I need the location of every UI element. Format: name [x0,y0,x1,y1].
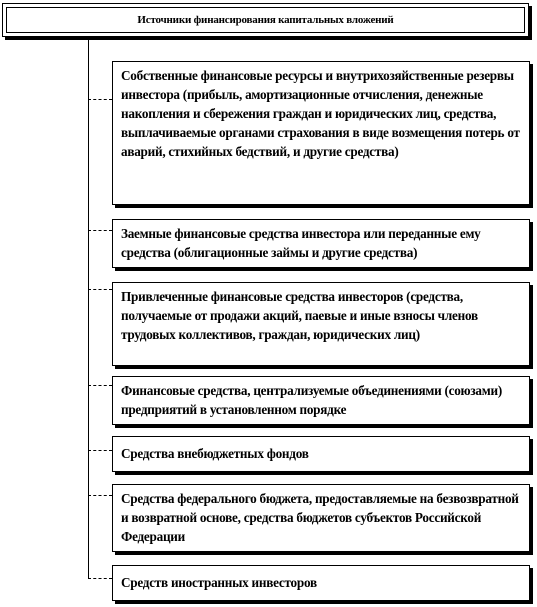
connector-trunk-line [88,40,89,578]
source-box-attracted-funds-text: Привлеченные финансовые средства инвесторов (средства, получаемые от продажи акций, паевые и иные взносы членов трудовых коллективов, граждан, юридических лиц) [121,289,478,342]
diagram-title-inner-frame [6,7,525,33]
source-box-extrabudgetary-funds [112,436,530,472]
source-box-borrowed-funds [112,219,530,268]
connector-branch-2 [88,230,112,231]
diagram-title-box [2,3,529,37]
connector-branch-6 [88,495,112,496]
source-box-centralized-funds [112,376,530,425]
source-box-own-resources [112,61,530,205]
connector-branch-1 [88,99,112,100]
source-box-borrowed-funds-text: Заемные финансовые средства инвестора или переданные ему средства (облигационные займы и другие средства) [121,226,481,260]
source-box-federal-budget [112,484,530,552]
source-box-own-resources-text: Собственные финансовые ресурсы и внутрихозяйственные резервы инвестора (прибыль, амортизационные отчисления, денежные накопления и сбережения граждан и юридических лиц, средства, выплачиваемые органами страхования в виде возмещения потерь от аварий, стихийных бедствий, и другие средства) [121,68,520,159]
source-box-centralized-funds-text: Финансовые средства, централизуемые объединениями (союзами) предприятий в установленном порядке [121,383,502,417]
source-box-attracted-funds [112,282,530,366]
connector-branch-5 [88,450,112,451]
source-box-foreign-investors [112,565,530,601]
connector-branch-3 [88,289,112,290]
connector-branch-4 [88,385,112,386]
source-box-foreign-investors-text: Средств иностранных инвесторов [121,575,317,590]
diagram-title: Источники финансирования капитальных вложений [137,14,394,26]
connector-branch-7 [88,578,112,579]
source-box-federal-budget-text: Средства федерального бюджета, предоставляемые на безвозвратной и возвратной основе, средства бюджетов субъектов Российской Федерации [121,491,519,544]
source-box-extrabudgetary-funds-text: Средства внебюджетных фондов [121,446,309,461]
